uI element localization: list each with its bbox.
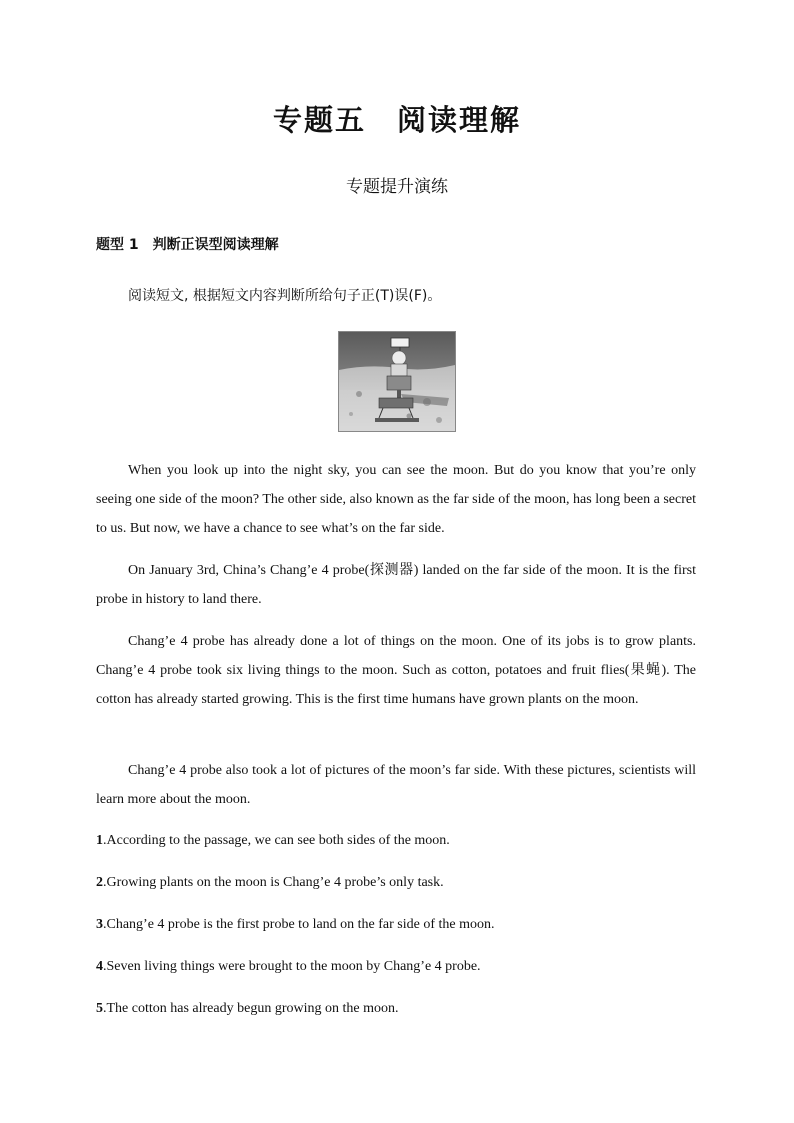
passage-paragraph-3: Chang’e 4 probe has already done a lot of things on the moon. One of its jobs is to grow plants. Chang’e 4 probe took six living things to the moon. Such as cotton, potatoes and fruit flies(果蝇). The cotton has already started growing. This is the first time humans have grown plants on the moon. bbox=[96, 634, 696, 707]
question-4: 4.Seven living things were brought to the moon by Chang’e 4 probe. bbox=[96, 959, 481, 974]
question-number: 3 bbox=[96, 917, 103, 932]
question-5: 5.The cotton has already begun growing on the moon. bbox=[96, 1001, 399, 1016]
question-3: 3.Chang’e 4 probe is the first probe to land on the far side of the moon. bbox=[96, 917, 495, 932]
question-number: 5 bbox=[96, 1001, 103, 1016]
question-number: 1 bbox=[96, 833, 103, 848]
question-number: 4 bbox=[96, 959, 103, 974]
section-heading: 题型 1 判断正误型阅读理解 bbox=[96, 237, 279, 253]
moon-rover-photo-icon bbox=[339, 332, 455, 431]
question-1: 1.According to the passage, we can see both sides of the moon. bbox=[96, 833, 450, 848]
question-text: Growing plants on the moon is Chang’e 4 probe’s only task. bbox=[106, 875, 444, 890]
question-text: Chang’e 4 probe is the first probe to land on the far side of the moon. bbox=[106, 917, 495, 932]
passage-paragraph-2: On January 3rd, China’s Chang’e 4 probe(探测器) landed on the far side of the moon. It is the first probe in history to land there. bbox=[96, 563, 696, 607]
moon-rover-photo bbox=[338, 331, 456, 432]
question-number: 2 bbox=[96, 875, 103, 890]
page-subtitle: 专题提升演练 bbox=[346, 177, 448, 197]
page-title: 专题五 阅读理解 bbox=[272, 103, 521, 137]
question-text: Seven living things were brought to the moon by Chang’e 4 probe. bbox=[106, 959, 481, 974]
question-2: 2.Growing plants on the moon is Chang’e 4 probe’s only task. bbox=[96, 875, 444, 890]
passage-paragraph-1: When you look up into the night sky, you can see the moon. But do you know that you’re only seeing one side of the moon? The other side, also known as the far side of the moon, has long been a secret to us. But now, we have a chance to see what’s on the far side. bbox=[96, 463, 696, 536]
question-text: According to the passage, we can see both sides of the moon. bbox=[106, 833, 450, 848]
instruction-text: 阅读短文, 根据短文内容判断所给句子正(T)误(F)。 bbox=[128, 288, 442, 304]
question-text: The cotton has already begun growing on the moon. bbox=[106, 1001, 399, 1016]
passage-paragraph-4: Chang’e 4 probe also took a lot of pictures of the moon’s far side. With these pictures, scientists will learn more about the moon. bbox=[96, 763, 696, 807]
